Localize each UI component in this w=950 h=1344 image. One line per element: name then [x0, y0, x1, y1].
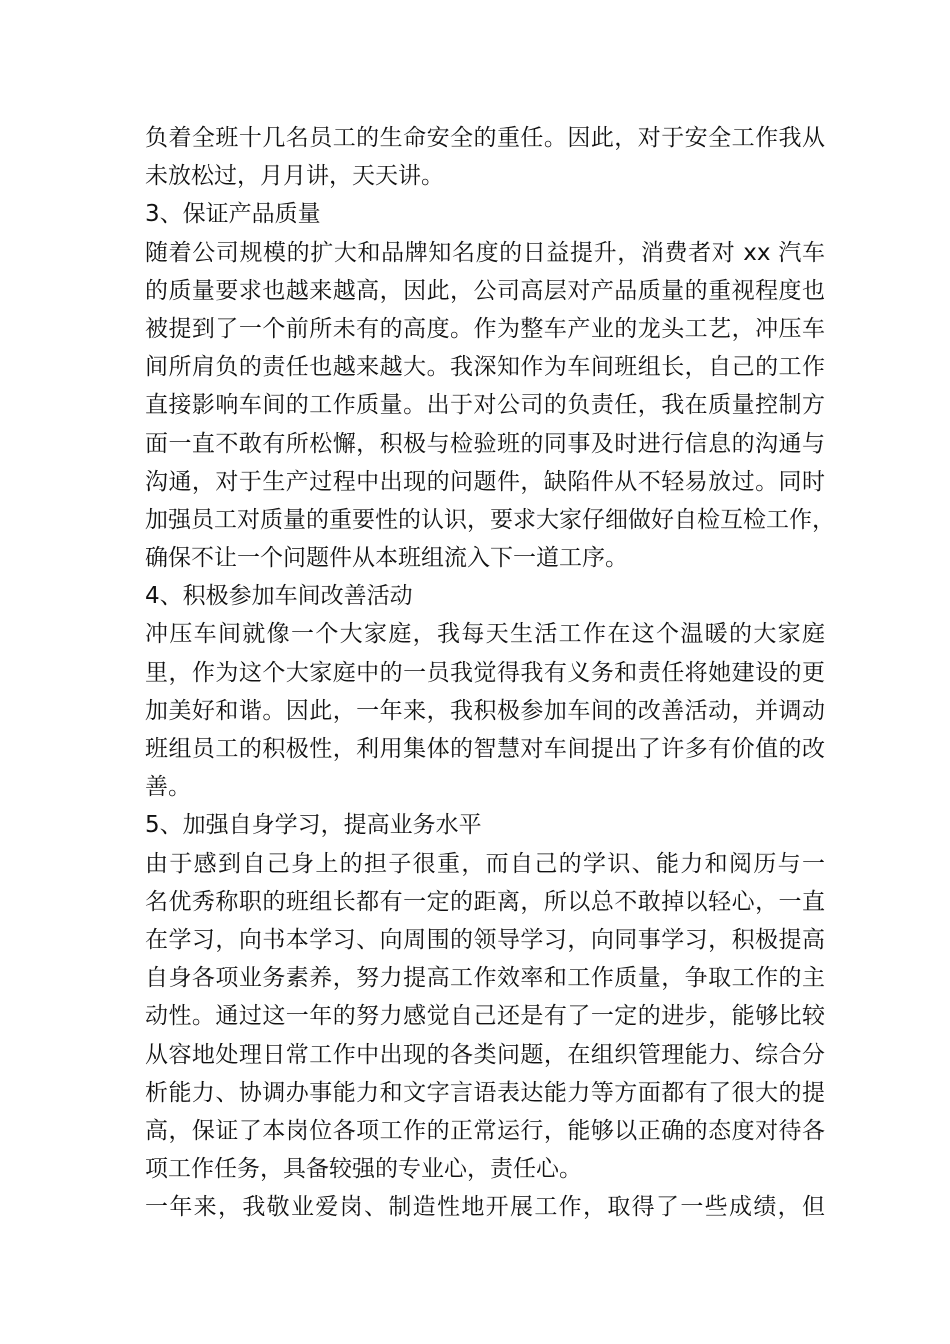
text-line: 一年来，我敬业爱岗、制造性地开展工作，取得了一些成绩，但: [145, 1194, 825, 1221]
text-line: 从容地处理日常工作中出现的各类问题，在组织管理能力、综合分: [145, 1041, 825, 1068]
text-line: 被提到了一个前所未有的高度。作为整车产业的龙头工艺，冲压车: [145, 315, 825, 342]
text-line: 动性。通过这一年的努力感觉自己还是有了一定的进步，能够比较: [145, 1003, 825, 1030]
text-line: 析能力、协调办事能力和文字言语表达能力等方面都有了很大的提: [145, 1079, 825, 1106]
text-line: 确保不让一个问题件从本班组流入下一道工序。: [145, 545, 628, 572]
text-line: 的质量要求也越来越高，因此，公司高层对产品质量的重视程度也: [145, 277, 825, 304]
document-body: [145, 119, 835, 1226]
text-line: 5、加强自身学习，提高业务水平: [145, 812, 482, 839]
text-line: 项工作任务，具备较强的专业心，责任心。: [145, 1156, 582, 1183]
text-line: 随着公司规模的扩大和品牌知名度的日益提升，消费者对 xx 汽车: [145, 239, 825, 266]
text-line: 负着全班十几名员工的生命安全的重任。因此，对于安全工作我从: [145, 125, 825, 151]
text-line: 沟通，对于生产过程中出现的问题件，缺陷件从不轻易放过。同时: [145, 468, 825, 495]
text-line: 高，保证了本岗位各项工作的正常运行，能够以正确的态度对待各: [145, 1117, 825, 1144]
text-line: 由于感到自己身上的担子很重，而自己的学识、能力和阅历与一: [145, 850, 825, 877]
text-line: 名优秀称职的班组长都有一定的距离，所以总不敢掉以轻心，一直: [145, 888, 825, 915]
text-line: 加强员工对质量的重要性的认识，要求大家仔细做好自检互检工作，: [145, 506, 835, 533]
text-line: 里，作为这个大家庭中的一员我觉得我有义务和责任将她建设的更: [145, 659, 825, 686]
text-line: 直接影响车间的工作质量。出于对公司的负责任，我在质量控制方: [145, 392, 825, 419]
text-line: 4、积极参加车间改善活动: [145, 583, 413, 610]
text-line: 善。: [145, 774, 191, 801]
text-line: 在学习，向书本学习、向周围的领导学习，向同事学习，积极提高: [145, 926, 825, 953]
text-line: 班组员工的积极性，利用集体的智慧对车间提出了许多有价值的改: [145, 736, 825, 762]
text-line: 冲压车间就像一个大家庭，我每天生活工作在这个温暖的大家庭: [145, 621, 825, 648]
text-line: 未放松过，月月讲，天天讲。: [145, 163, 444, 190]
text-line: 自身各项业务素养，努力提高工作效率和工作质量，争取工作的主: [145, 965, 825, 992]
text-line: 间所肩负的责任也越来越大。我深知作为车间班组长，自己的工作: [145, 354, 825, 381]
text-line: 面一直不敢有所松懈，积极与检验班的同事及时进行信息的沟通与: [145, 430, 825, 457]
text-line: 3、保证产品质量: [145, 201, 321, 228]
text-line: 加美好和谐。因此，一年来，我积极参加车间的改善活动，并调动: [145, 697, 825, 724]
